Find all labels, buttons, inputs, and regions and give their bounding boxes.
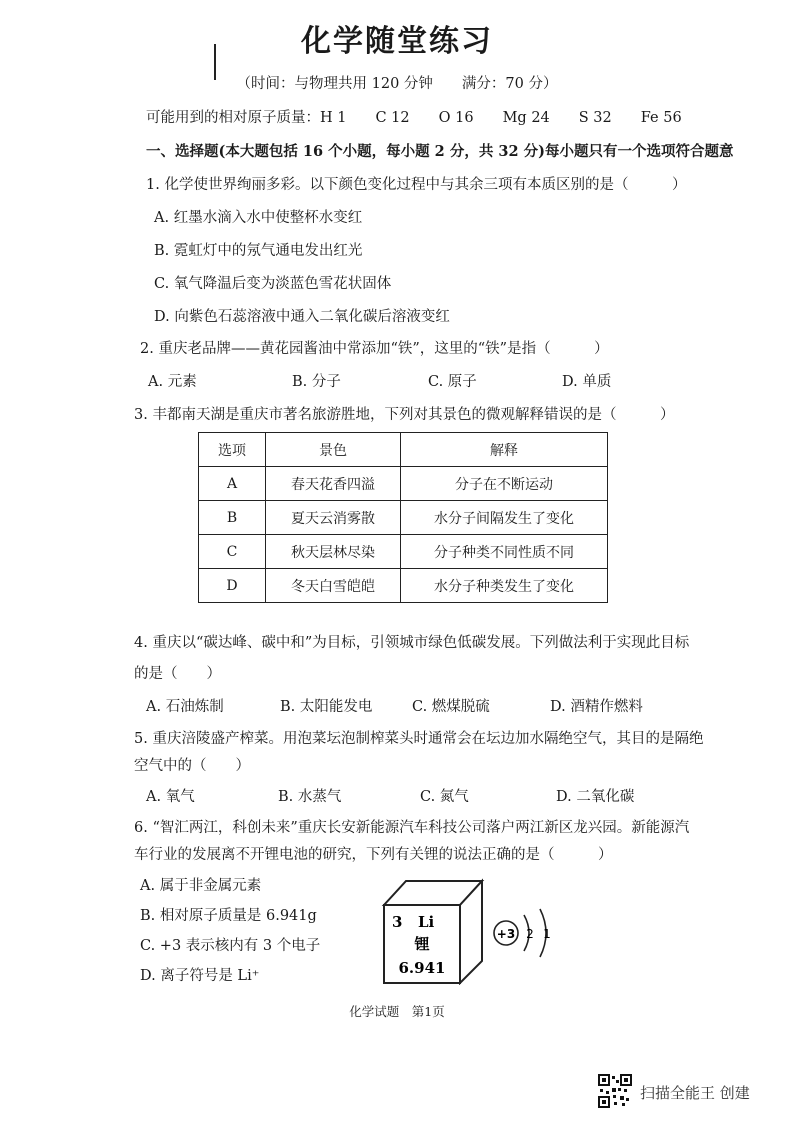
question-1-option-c: C. 氧气降温后变为淡蓝色雪花状固体 <box>154 276 392 292</box>
question-4-option-d: D. 酒精作燃料 <box>550 699 643 715</box>
question-5-option-a: A. 氧气 <box>146 789 195 805</box>
table-cell: 分子种类不同性质不同 <box>401 535 608 569</box>
exam-info: （时间：与物理共用 120 分钟 满分：70 分） <box>236 76 558 92</box>
table-cell: 春天花香四溢 <box>266 467 401 501</box>
shell-1-electrons: 2 <box>526 927 534 941</box>
table-row <box>199 467 608 501</box>
question-1-stem: 1. 化学使世界绚丽多彩。以下颜色变化过程中与其余三项有本质区别的是（ ） <box>146 177 687 193</box>
scanner-watermark: 扫描全能王 创建 <box>640 1084 750 1102</box>
question-2-option-a: A. 元素 <box>148 374 197 390</box>
atomic-number: 3 <box>392 913 403 931</box>
table-row <box>199 569 608 603</box>
question-2-option-d: D. 单质 <box>562 374 612 390</box>
question-1-option-b: B. 霓虹灯中的氖气通电发出红光 <box>154 243 363 259</box>
question-6-option-d: D. 离子符号是 Li⁺ <box>140 968 260 984</box>
element-name: 锂 <box>414 935 430 953</box>
question-6-option-c: C. +3 表示核内有 3 个电子 <box>140 938 321 954</box>
table-row <box>199 501 608 535</box>
question-5-option-b: B. 水蒸气 <box>278 789 342 805</box>
scenery-table <box>198 432 608 603</box>
table-cell: A <box>199 467 266 501</box>
question-6-option-b: B. 相对原子质量是 6.941g <box>140 908 317 924</box>
question-2-option-c: C. 原子 <box>428 374 477 390</box>
table-row <box>199 535 608 569</box>
question-6-stem-line-1: 6. “智汇两江，科创未来”重庆长安新能源汽车科技公司落户两江新区龙兴园。新能源汽 <box>134 820 690 836</box>
table-cell: C <box>199 535 266 569</box>
table-header-cell: 解释 <box>401 433 608 467</box>
question-5-stem-line-1: 5. 重庆涪陵盛产榨菜。用泡菜坛泡制榨菜头时通常会在坛边加水隔绝空气，其目的是隔绝 <box>134 731 704 747</box>
question-6-stem-line-2: 车行业的发展离不开锂电池的研究，下列有关锂的说法正确的是（ ） <box>134 847 613 863</box>
question-1-option-d: D. 向紫色石蕊溶液中通入二氧化碳后溶液变红 <box>154 309 450 325</box>
question-6-option-a: A. 属于非金属元素 <box>140 878 262 894</box>
table-cell: 分子在不断运动 <box>401 467 608 501</box>
question-4-option-a: A. 石油炼制 <box>146 699 224 715</box>
question-2-option-b: B. 分子 <box>292 374 341 390</box>
question-4-option-c: C. 燃煤脱硫 <box>412 699 490 715</box>
question-5-stem-line-2: 空气中的（ ） <box>134 758 250 774</box>
question-4-option-b: B. 太阳能发电 <box>280 699 373 715</box>
question-4-stem-line-2: 的是（ ） <box>134 666 221 682</box>
page-footer: 化学试题 第1页 <box>349 1004 445 1019</box>
question-3-stem: 3. 丰都南天湖是重庆市著名旅游胜地，下列对其景色的微观解释错误的是（ ） <box>134 407 675 423</box>
question-5-option-c: C. 氮气 <box>420 789 469 805</box>
table-header-cell: 选项 <box>199 433 266 467</box>
table-header-row <box>199 433 608 467</box>
table-cell: 水分子种类发生了变化 <box>401 569 608 603</box>
table-cell: B <box>199 501 266 535</box>
element-symbol: Li <box>418 913 435 931</box>
table-cell: 水分子间隔发生了变化 <box>401 501 608 535</box>
nucleus-charge: +3 <box>496 927 516 941</box>
page-title: 化学随堂练习 <box>301 24 493 59</box>
table-cell: 秋天层林尽染 <box>266 535 401 569</box>
lithium-atom-structure <box>490 905 560 961</box>
atomic-mass-line: 可能用到的相对原子质量：H 1 C 12 O 16 Mg 24 S 32 Fe 56 <box>146 110 682 126</box>
shell-2-electrons: 1 <box>543 927 551 941</box>
table-cell: 冬天白雪皑皑 <box>266 569 401 603</box>
question-2-stem: 2. 重庆老品牌——黄花园酱油中常添加“铁”，这里的“铁”是指（ ） <box>140 341 609 357</box>
lithium-element-cube <box>378 875 488 985</box>
atomic-mass: 6.941 <box>398 959 446 977</box>
question-1-option-a: A. 红墨水滴入水中使整杯水变红 <box>154 210 363 226</box>
table-header-cell: 景色 <box>266 433 401 467</box>
table-cell: 夏天云消雾散 <box>266 501 401 535</box>
question-4-stem-line-1: 4. 重庆以“碳达峰、碳中和”为目标，引领城市绿色低碳发展。下列做法利于实现此目标 <box>134 635 690 651</box>
table-cell: D <box>199 569 266 603</box>
section-heading: 一、选择题(本大题包括 16 个小题，每小题 2 分，共 32 分)每小题只有一个选项符合题意 <box>146 143 734 160</box>
question-5-option-d: D. 二氧化碳 <box>556 789 635 805</box>
qr-code-icon <box>598 1074 632 1108</box>
